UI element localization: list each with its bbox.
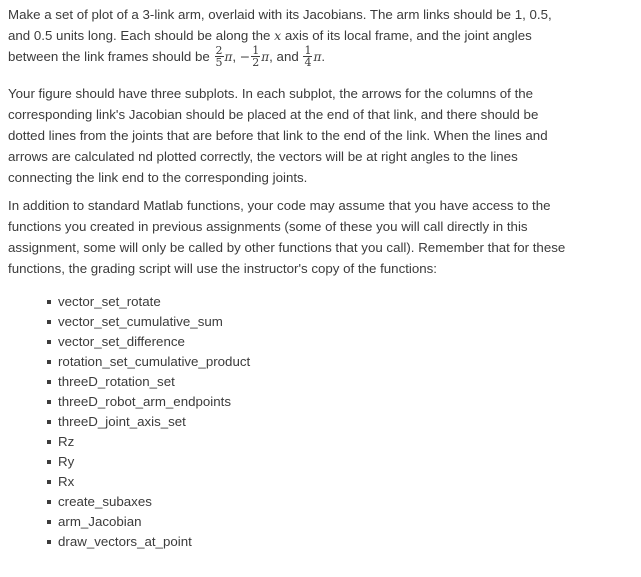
figure-line-3: dotted lines from the joints that are before that link to the end of the link. When the lines and bbox=[8, 128, 548, 143]
figure-line-1: Your figure should have three subplots. In each subplot, the arrows for the columns of the bbox=[8, 86, 534, 101]
intro-line-2-pre: and 0.5 units long. Each should be along the bbox=[8, 28, 275, 43]
list-item: arm_Jacobian bbox=[58, 512, 633, 532]
list-item: rotation_set_cumulative_product bbox=[58, 352, 633, 372]
list-item: Rx bbox=[58, 472, 633, 492]
function-list bbox=[8, 292, 633, 552]
list-item: threeD_joint_axis_set bbox=[58, 412, 633, 432]
list-item: vector_set_difference bbox=[58, 332, 633, 352]
intro-line-1: Make a set of plot of a 3-link arm, overlaid with its Jacobians. The arm links should be 1, 0.5, bbox=[8, 7, 552, 22]
bullet-icon bbox=[47, 400, 51, 404]
figure-instructions-paragraph bbox=[8, 83, 633, 188]
bullet-icon bbox=[47, 500, 51, 504]
bullet-icon bbox=[47, 520, 51, 524]
list-item: create_subaxes bbox=[58, 492, 633, 512]
figure-line-4: arrows are calculated nd plotted correctly, the vectors will be at right angles to the lines bbox=[8, 149, 518, 164]
angle-1-pi: π bbox=[224, 50, 233, 65]
intro-paragraph bbox=[8, 4, 633, 69]
figure-line-5: connecting the link end to the corresponding joints. bbox=[8, 170, 308, 185]
bullet-icon bbox=[47, 440, 51, 444]
angle-3-end: . bbox=[321, 49, 326, 65]
angle-1-separator: , bbox=[232, 49, 240, 65]
functions-intro-paragraph bbox=[8, 195, 633, 279]
bullet-icon bbox=[47, 360, 51, 364]
angle-2-separator: , and bbox=[269, 49, 303, 65]
document-body bbox=[8, 4, 633, 552]
bullet-icon bbox=[47, 380, 51, 384]
x-variable: x bbox=[274, 28, 282, 43]
angle-2-sign: − bbox=[239, 49, 251, 65]
figure-line-2: corresponding link's Jacobian should be placed at the end of that link, and there should be bbox=[8, 107, 539, 122]
angle-2-fraction: $\frac{1}{2}$ bbox=[252, 44, 260, 69]
functions-intro-line-1: In addition to standard Matlab functions, your code may assume that you have access to the bbox=[8, 198, 551, 213]
bullet-icon bbox=[47, 460, 51, 464]
list-item: vector_set_cumulative_sum bbox=[58, 312, 633, 332]
functions-intro-line-3: assignment, some will only be called by other functions that you call). Remember that for these bbox=[8, 240, 566, 255]
angle-3-pi: π bbox=[313, 50, 322, 65]
list-item: Ry bbox=[58, 452, 633, 472]
bullet-icon bbox=[47, 420, 51, 424]
bullet-icon bbox=[47, 320, 51, 324]
list-item: vector_set_rotate bbox=[58, 292, 633, 312]
intro-line-2-post: axis of its local frame, and the joint angles bbox=[281, 28, 532, 43]
angle-3-fraction: $\frac{1}{4}$ bbox=[304, 44, 312, 69]
functions-intro-line-2: functions you created in previous assignments (some of these you will call directly in this bbox=[8, 219, 528, 234]
functions-intro-line-4: functions, the grading script will use the instructor's copy of the functions: bbox=[8, 261, 437, 276]
list-item: Rz bbox=[58, 432, 633, 452]
bullet-icon bbox=[47, 300, 51, 304]
angle-1-fraction: $\frac{2}{5}$ bbox=[215, 44, 223, 69]
bullet-icon bbox=[47, 340, 51, 344]
intro-line-3-pre: between the link frames should be bbox=[8, 49, 214, 65]
list-item: draw_vectors_at_point bbox=[58, 532, 633, 552]
bullet-icon bbox=[47, 540, 51, 544]
list-item: threeD_robot_arm_endpoints bbox=[58, 392, 633, 412]
list-item: threeD_rotation_set bbox=[58, 372, 633, 392]
bullet-icon bbox=[47, 480, 51, 484]
angle-2-pi: π bbox=[261, 50, 270, 65]
